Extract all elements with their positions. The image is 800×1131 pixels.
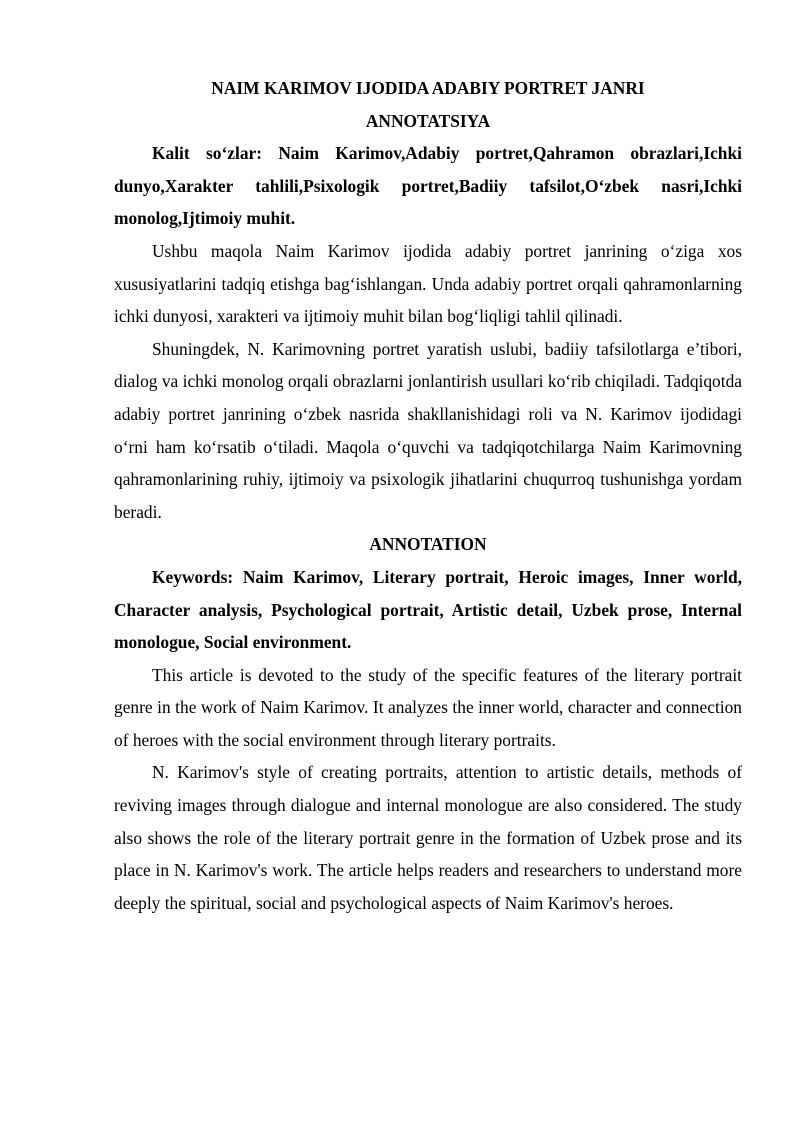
uz-paragraph-1: Ushbu maqola Naim Karimov ijodida adabiy portret janrining o‘ziga xos xususiyatlarini tadqiq etishga bag‘ishlangan. Unda adabiy portret orqali qahramonlarning ichki dunyosi, xarakteri va ijtimoiy muhit bilan bog‘liqligi tahlil qilinadi. bbox=[114, 240, 742, 327]
en-annotation-heading: ANNOTATION bbox=[369, 534, 487, 555]
document-page bbox=[114, 72, 742, 919]
uz-keywords: Kalit so‘zlar: Naim Karimov,Adabiy portret,Qahramon obrazlari,Ichki dunyo,Xarakter tahlili,Psixologik portret,Badiiy tafsilot,O‘zbek nasri,Ichki monolog,Ijtimoiy muhit. bbox=[114, 143, 742, 229]
uz-annotation-heading: ANNOTATSIYA bbox=[365, 110, 491, 131]
document-title: NAIM KARIMOV IJODIDA ADABIY PORTRET JANRI bbox=[211, 78, 645, 98]
en-paragraph-1: This article is devoted to the study of the specific features of the literary portrait genre in the work of Naim Karimov. It analyzes the inner world, character and connection of heroes with the social environment through literary portraits. bbox=[114, 664, 742, 750]
en-keywords: Keywords: Naim Karimov, Literary portrait, Heroic images, Inner world, Character analysis, Psychological portrait, Artistic detail, Uzbek prose, Internal monologue, Social environment. bbox=[114, 566, 742, 653]
uz-paragraph-2: Shuningdek, N. Karimovning portret yaratish uslubi, badiiy tafsilotlarga e’tibori, dialog va ichki monolog orqali obrazlarni jonlantirish usullari ko‘rib chiqiladi. Tadqiqotda adabiy portret janrining o‘zbek nasrida shakllanishidagi roli va N. Karimov ijodidagi o‘rni ham ko‘rsatib o‘tiladi. Maqola o‘quvchi va tadqiqotchilarga Naim Karimovning qahramonlarining ruhiy, ijtimoiy va psixologik jihatlarini chuqurroq tushunishga yordam beradi. bbox=[114, 338, 742, 522]
en-paragraph-2: N. Karimov's style of creating portraits, attention to artistic details, methods of reviving images through dialogue and internal monologue are also considered. The study also shows the role of the literary portrait genre in the formation of Uzbek prose and its place in N. Karimov's work. The article helps readers and researchers to understand more deeply the spiritual, social and psychological aspects of Naim Karimov's heroes. bbox=[114, 762, 742, 913]
